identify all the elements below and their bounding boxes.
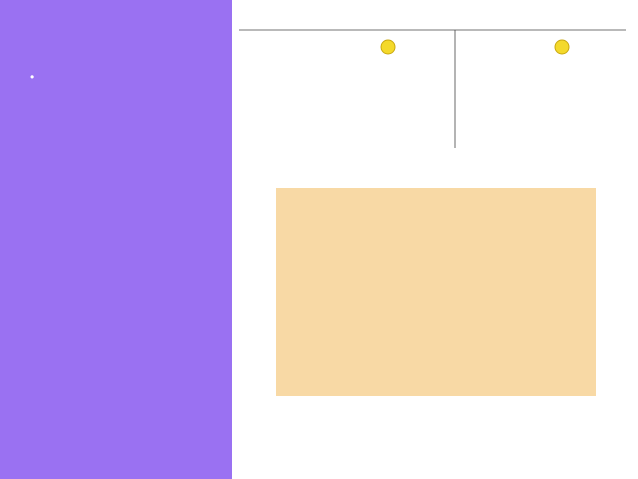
dihybrid-figure: [232, 0, 638, 479]
female-phenotype: [381, 40, 395, 54]
male-pea-icon: [555, 40, 569, 54]
left-panel: [0, 0, 232, 479]
bullet-icon: •: [30, 70, 35, 84]
female-pea-icon: [381, 40, 395, 54]
punnett-background: [276, 188, 596, 396]
male-phenotype: [555, 40, 569, 54]
